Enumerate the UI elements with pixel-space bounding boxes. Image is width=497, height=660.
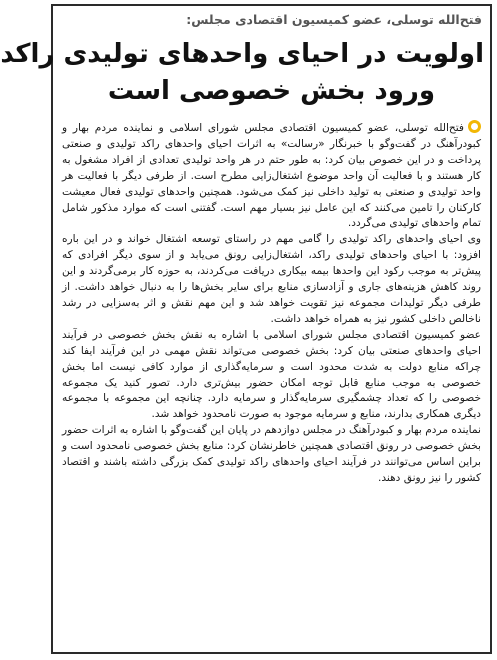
article-box — [0, 4, 492, 654]
article-paragraph-3: عضو کمیسیون اقتصادی مجلس شورای اسلامی با اشاره به نقش بخش خصوصی در فرآیند احیای واحدهای صنعتی بیان کرد: بخش خصوصی می‌تواند نقش مهمی در این فرآیند ایفا کند چراکه منابع دولت به شدت محدود است و سرمایه‌گذاری از موارد کافی نیست اما بخش خصوصی به موجب منابع قابل توجه امکان حضور بیش‌تری دارد. تصور کنید یک مجموعه خصوصی را که تعداد چشمگیری سرمایه‌گذار و سرمایه دارد. چنانچه این مجموعه با مجموعه دیگری همکاری بدارند، منابع و سرمایه موجود به صورت نامحدود خواهد شد. — [62, 328, 481, 421]
headline-line-1: اولویت در احیای واحدهای تولیدی راکد — [0, 39, 484, 69]
article-body — [62, 120, 481, 487]
article-paragraph-1 — [62, 120, 481, 232]
article-kicker: فتح‌الله توسلی، عضو کمیسیون اقتصادی مجلس: — [186, 12, 482, 27]
article-headline — [0, 36, 484, 110]
article-paragraph-2: وی احیای واحدهای راکد تولیدی را گامی مهم در راستای توسعه اشتغال خواند و در این باره افزود: با احیای واحدهای تولیدی راکد، اشتغال‌زایی رونق می‌یابد و از سوی دیگر افرادی که پیش‌تر به موجب رکود این واحدها بیمه بیکاری دریافت می‌کردند، به حوزه کار برمی‌گردند و این روند کاهش هزینه‌های جاری و آزادسازی منابع برای سایر بخش‌ها را به دنبال خواهد داشت. از طرفی دیگر تولیدات مجموعه نیز تقویت خواهد شد و این مهم نقش و اثر به‌سزایی در رشد ناخالص داخلی کشور نیز به همراه خواهد داشت. — [62, 233, 481, 325]
paragraph-1-text: فتح‌الله توسلی، عضو کمیسیون اقتصادی مجلس شورای اسلامی و نماینده مردم بهار و کبودرآهنگ در گفت‌وگو با خبرنگار «رسالت» به اثرات احیای واحدهای راکد تولیدی و صنعتی پرداخت و در این خصوص بیان کرد: به طور حتم در هر واحد تولیدی تعدادی از افراد مشغول به کار هستند و با فعالیت آن واحد موضوع اشتغال‌زایی مطرح است. از طرفی دیگر با فعالیت هر واحد تولیدی و صنعتی به تولید داخلی نیز کمک می‌شود. همچنین واحدهای تولیدی فعال معیشت کارکنان را تامین می‌کنند که این عامل نیز بسیار مهم است. گفتنی است که موارد مذکور شامل تمام واحدهای تولیدی می‌گردد. — [62, 122, 481, 230]
headline-line-2: ورود بخش خصوصی است — [107, 76, 436, 106]
bullet-circle-icon — [468, 120, 481, 133]
article-paragraph-4: نماینده مردم بهار و کبودرآهنگ در مجلس دوازدهم در پایان این گفت‌وگو با اشاره به اثرات حضور بخش خصوصی در رونق اقتصادی همچنین خاطرنشان کرد: منابع بخش خصوصی نامحدود است و براین اساس می‌توانند در فرآیند احیای واحدهای راکد تولیدی کمک بزرگی داشته باشند و اقتصاد کشور را نیز رونق دهند. — [62, 424, 481, 484]
